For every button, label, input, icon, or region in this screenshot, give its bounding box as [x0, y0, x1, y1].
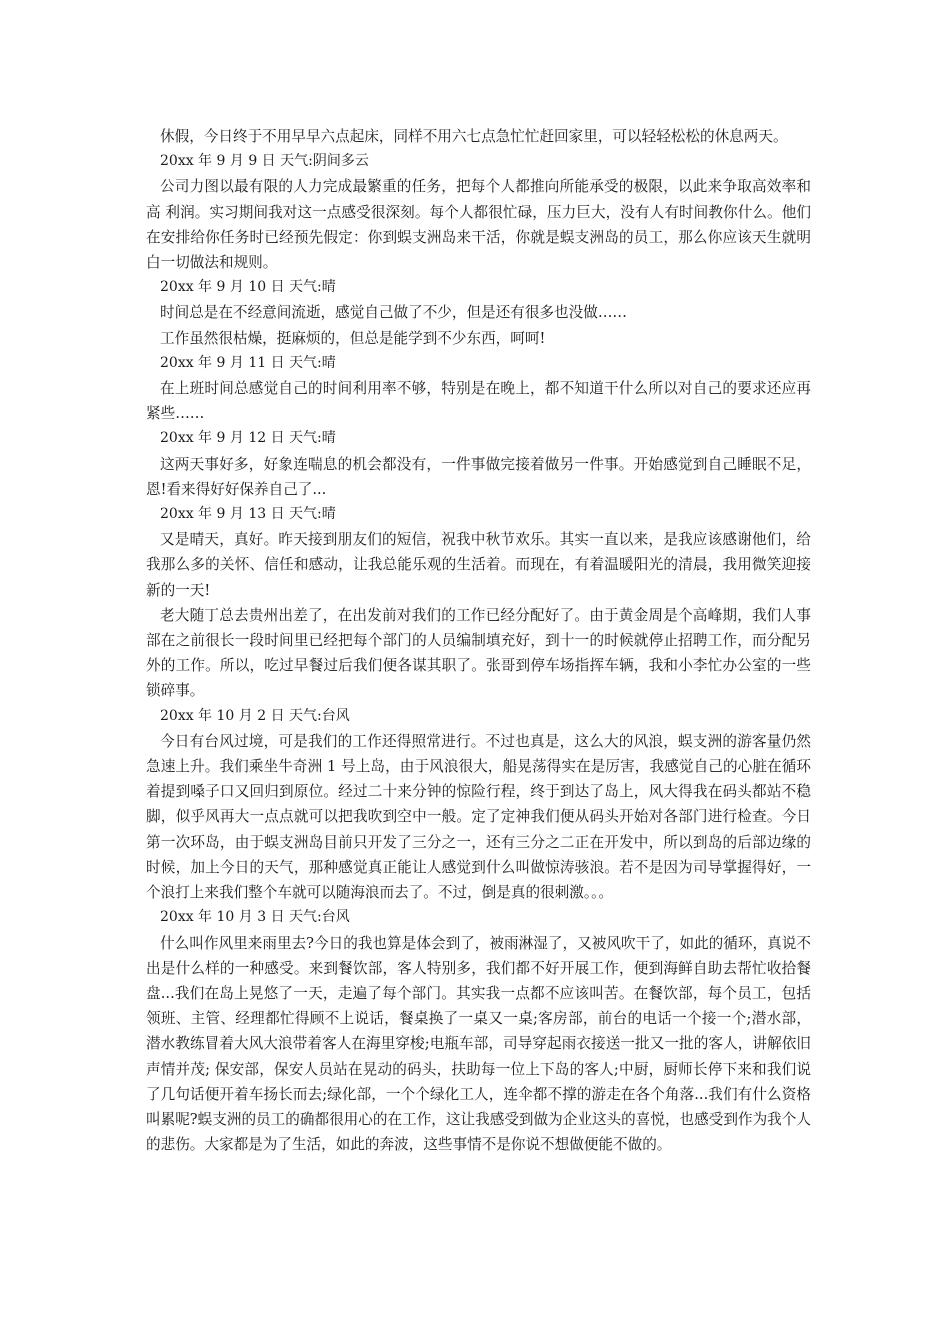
- diary-date-line: 20xx 年 10 月 2 日 天气:台风: [160, 707, 350, 724]
- diary-paragraph: 又是晴天，真好。昨天接到朋友们的短信，祝我中秋节欢乐。其实一直以来，是我应该感谢他们，给我那么多的关怀、信任和感动，让我总能乐观的生活着。而现在，有着温暖阳光的清晨，我用微笑迎接新的一天!: [146, 531, 811, 599]
- document-page: [146, 124, 811, 1157]
- diary-date-line: 20xx 年 9 月 9 日 天气:阴间多云: [160, 153, 369, 170]
- diary-paragraph: 什么叫作风里来雨里去?今日的我也算是体会到了，被雨淋湿了，又被风吹干了，如此的循环，真说不出是什么样的一种感受。来到餐饮部，客人特别多，我们都不好开展工作，便到海鲜自助去帮忙收拾餐盘...我们在岛上晃悠了一天，走遍了每个部门。其实我一点都不应该叫苦。在餐饮部，每个员工，包括领班、主管、经理都忙得顾不上说话，餐桌换了一桌又一桌;客房部，前台的电话一个接一个;潜水部，潜水教练冒着大风大浪带着客人在海里穿梭;电瓶车部，司导穿起雨衣接送一批又一批的客人，讲解依旧声情并茂; 保安部，保安人员站在晃动的码头，扶助每一位上下岛的客人;中厨，厨师长停下来和我们说了几句话便开着车扬长而去;绿化部，一个个绿化工人，连伞都不撑的游走在各个角落...我们有什么资格叫累呢?蜈支洲的员工的确都很用心的在工作，这让我感受到做为企业这头的喜悦，也感受到作为我个人的悲伤。大家都是为了生活，如此的奔波，这些事情不是你说不想做便能不做的。: [146, 934, 811, 1154]
- diary-paragraph: 在上班时间总感觉自己的时间利用率不够，特别是在晚上，都不知道干什么所以对自己的要求还应再紧些……: [146, 380, 811, 423]
- diary-paragraph: 时间总是在不经意间流逝，感觉自己做了不少，但是还有很多也没做……: [160, 304, 628, 322]
- diary-paragraph: 公司力图以最有限的人力完成最繁重的任务，把每个人都推向所能承受的极限，以此来争取高效率和高 利润。实习期间我对这一点感受很深刻。每个人都很忙碌，压力巨大，没有人有时间教你什么。他们在安排给你任务时已经预先假定：你到蜈支洲岛来干活，你就是蜈支洲岛的员工，那么你应该天生就明白一切做法和规则。: [146, 178, 811, 272]
- diary-date-line: 20xx 年 9 月 13 日 天气:晴: [160, 506, 336, 523]
- diary-paragraph: 工作虽然很枯燥，挺麻烦的，但总是能学到不少东西，呵呵!: [160, 329, 546, 347]
- diary-paragraph: 休假，今日终于不用早早六点起床，同样不用六七点急忙忙赶回家里，可以轻轻松松的休息两天。: [160, 128, 788, 145]
- diary-paragraph: 今日有台风过境，可是我们的工作还得照常进行。不过也真是，这么大的风浪，蜈支洲的游客量仍然急速上升。我们乘坐牛奇洲 1 号上岛，由于风浪很大，船晃荡得实在是厉害，我感觉自己的心脏在循环着提到嗓子口又回归到原位。经过二十来分钟的惊险行程，终于到达了岛上，风大得我在码头都站不稳脚，似乎风再大一点点就可以把我吹到空中一般。定了定神我们便从码头开始对各部门进行检查。今日第一次环岛，由于蜈支洲岛目前只开发了三分之一，还有三分之二正在开发中，所以到岛的后部边缘的时候，加上今日的天气，那种感觉真正能让人感觉到什么叫做惊涛骇浪。若不是因为司导掌握得好，一个浪打上来我们整个车就可以随海浪而去了。不过，倒是真的很刺激。。。: [146, 732, 811, 902]
- diary-date-line: 20xx 年 9 月 10 日 天气:晴: [160, 279, 336, 296]
- diary-paragraph: 这两天事好多，好象连喘息的机会都没有，一件事做完接着做另一件事。开始感觉到自己睡眠不足，恩!看来得好好保养自己了...: [146, 455, 811, 498]
- diary-date-line: 20xx 年 9 月 12 日 天气:晴: [160, 430, 336, 447]
- diary-date-line: 20xx 年 9 月 11 日 天气:晴: [160, 354, 336, 371]
- diary-date-line: 20xx 年 10 月 3 日 天气:台风: [160, 909, 350, 926]
- diary-paragraph: 老大随丁总去贵州出差了，在出发前对我们的工作已经分配好了。由于黄金周是个高峰期，我们人事部在之前很长一段时间里已经把每个部门的人员编制填充好，到十一的时候就停止招聘工作，而分配另外的工作。所以，吃过早餐过后我们便各谋其职了。张哥到停车场指挥车辆，我和小李忙办公室的一些锁碎事。: [146, 606, 811, 700]
